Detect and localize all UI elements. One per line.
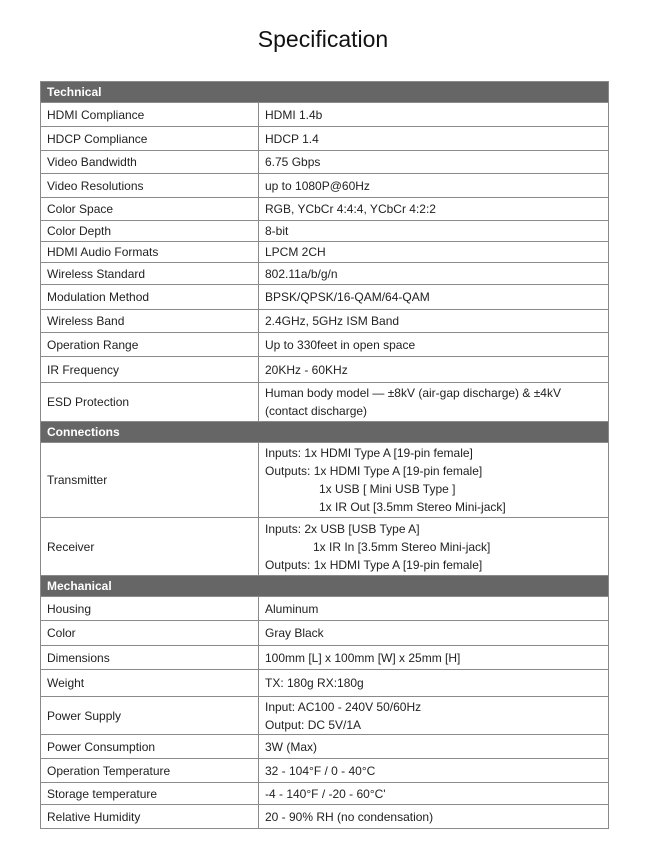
value-line: 1x USB [ Mini USB Type ] [319, 482, 456, 496]
table-row [41, 783, 609, 805]
section-title: Technical [41, 82, 609, 103]
row-value: 2.4GHz, 5GHz ISM Band [259, 310, 609, 333]
row-value: 6.75 Gbps [259, 151, 609, 174]
row-label: ESD Protection [41, 383, 259, 422]
row-value: LPCM 2CH [259, 242, 609, 263]
row-label: Power Supply [41, 697, 259, 735]
row-value: BPSK/QPSK/16-QAM/64-QAM [259, 285, 609, 310]
row-label: Video Bandwidth [41, 151, 259, 174]
spec-table [40, 81, 609, 829]
row-label: Operation Temperature [41, 759, 259, 783]
row-label: Weight [41, 670, 259, 697]
table-row [41, 646, 609, 670]
row-value: 100mm [L] x 100mm [W] x 25mm [H] [259, 646, 609, 670]
table-row [41, 443, 609, 518]
section-title: Mechanical [41, 576, 609, 597]
value-line: (contact discharge) [265, 404, 368, 418]
value-line: Inputs: 2x USB [USB Type A] [265, 521, 420, 536]
row-label: IR Frequency [41, 357, 259, 383]
row-value: RGB, YCbCr 4:4:4, YCbCr 4:2:2 [259, 198, 609, 221]
section-header-connections [41, 422, 609, 443]
table-row [41, 242, 609, 263]
value-line: Outputs: 1x HDMI Type A [19-pin female] [265, 557, 483, 572]
value-line: Human body model — ±8kV (air-gap discharge) & ±4kV [265, 386, 561, 400]
table-row [41, 357, 609, 383]
value-line: 1x IR Out [3.5mm Stereo Mini-jack] [319, 500, 506, 514]
row-label: Video Resolutions [41, 174, 259, 198]
section-header-mechanical [41, 576, 609, 597]
row-label: Operation Range [41, 333, 259, 357]
table-row [41, 621, 609, 646]
table-row [41, 597, 609, 621]
row-label: Receiver [41, 518, 259, 576]
page-title: Specification [257, 26, 389, 52]
row-label: HDMI Audio Formats [41, 242, 259, 263]
row-value: 8-bit [259, 221, 609, 242]
value-line: Output: DC 5V/1A [265, 717, 362, 732]
row-value: TX: 180g RX:180g [259, 670, 609, 697]
row-label: Wireless Standard [41, 263, 259, 285]
row-value [259, 518, 609, 576]
row-value [259, 383, 609, 422]
table-row [41, 697, 609, 735]
table-row [41, 759, 609, 783]
row-value [259, 697, 609, 735]
row-label: Storage temperature [41, 783, 259, 805]
row-value: -4 - 140°F / -20 - 60°C' [259, 783, 609, 805]
table-row [41, 103, 609, 127]
table-row [41, 383, 609, 422]
row-value: Aluminum [259, 597, 609, 621]
table-row [41, 670, 609, 697]
value-line: Outputs: 1x HDMI Type A [19-pin female] [265, 464, 483, 478]
table-row [41, 221, 609, 242]
table-row [41, 285, 609, 310]
table-row [41, 151, 609, 174]
row-value: Gray Black [259, 621, 609, 646]
row-value: 20 - 90% RH (no condensation) [259, 805, 609, 829]
row-label: Modulation Method [41, 285, 259, 310]
row-label: Dimensions [41, 646, 259, 670]
row-value: 32 - 104°F / 0 - 40°C [259, 759, 609, 783]
table-row [41, 127, 609, 151]
table-row [41, 518, 609, 576]
row-label: Color [41, 621, 259, 646]
table-row [41, 263, 609, 285]
row-value: HDMI 1.4b [259, 103, 609, 127]
table-row [41, 735, 609, 759]
row-label: Housing [41, 597, 259, 621]
table-row [41, 198, 609, 221]
table-row [41, 333, 609, 357]
value-line: 1x IR In [3.5mm Stereo Mini-jack] [313, 539, 491, 554]
value-line: Input: AC100 - 240V 50/60Hz [265, 699, 422, 714]
row-label: Wireless Band [41, 310, 259, 333]
row-label: Power Consumption [41, 735, 259, 759]
row-value: 3W (Max) [259, 735, 609, 759]
section-title: Connections [41, 422, 609, 443]
row-value: Up to 330feet in open space [259, 333, 609, 357]
row-label: Color Depth [41, 221, 259, 242]
row-label: Relative Humidity [41, 805, 259, 829]
table-row [41, 805, 609, 829]
row-value: 20KHz - 60KHz [259, 357, 609, 383]
row-value: 802.11a/b/g/n [259, 263, 609, 285]
row-label: Transmitter [41, 443, 259, 518]
row-value: up to 1080P@60Hz [259, 174, 609, 198]
row-label: Color Space [41, 198, 259, 221]
value-line: Inputs: 1x HDMI Type A [19-pin female] [265, 446, 473, 460]
row-label: HDCP Compliance [41, 127, 259, 151]
table-row [41, 310, 609, 333]
table-row [41, 174, 609, 198]
row-value: HDCP 1.4 [259, 127, 609, 151]
row-value [259, 443, 609, 518]
section-header-technical [41, 82, 609, 103]
row-label: HDMI Compliance [41, 103, 259, 127]
